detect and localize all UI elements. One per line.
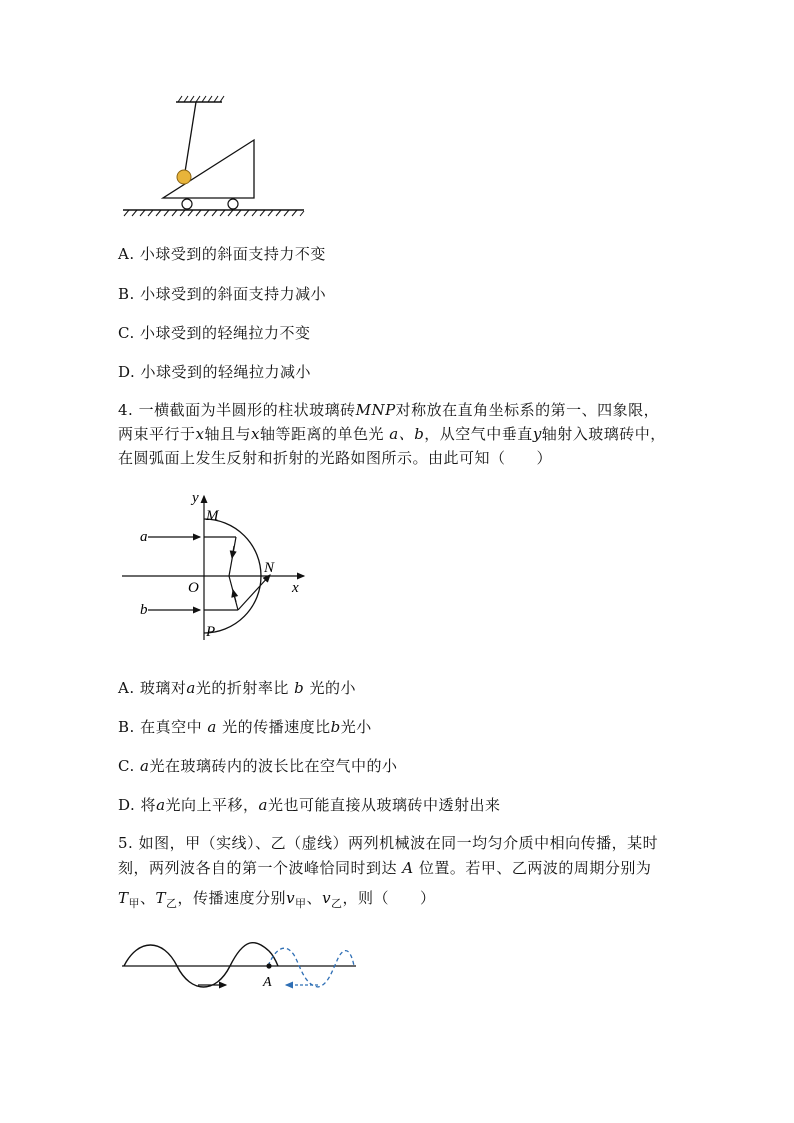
label-b: b [140,602,148,618]
ball [177,170,191,184]
q5-line-3: $T_甲$、$T_乙$，传播速度分别$v_甲$、$v_乙$，则（ ） [118,889,436,910]
q5-line-1: 5. 如图，甲（实线）、乙（虚线）两列机械波在同一均匀介质中相向传播，某时 [118,834,659,852]
q3-option-c: C. 小球受到的轻绳拉力不变 [118,324,311,342]
q4-line-2: 两束平行于x轴且与x轴等距离的单色光 a、b，从空气中垂直y轴射入玻璃砖中， [118,425,666,443]
glass-brick-figure [118,488,318,648]
q4-option-d: D. 将a光向上平移，a光也可能直接从玻璃砖中透射出来 [118,796,501,814]
label-x: x [292,580,299,596]
label-y: y [192,490,199,506]
label-m: M [206,508,219,524]
q3-option-a: A. 小球受到的斜面支持力不变 [118,245,326,263]
q4-line-1: 4. 一横截面为半圆形的柱状玻璃砖MNP对称放在直角坐标系的第一、四象限， [118,401,660,419]
incline-cart-figure [118,92,318,222]
q4-option-c: C. a光在玻璃砖内的波长比在空气中的小 [118,757,398,775]
label-a: a [140,529,148,545]
q4-option-b: B. 在真空中 a 光的传播速度比b光小 [118,718,372,736]
label-a-point: A [263,975,272,990]
point-a [266,963,271,968]
q3-option-b: B. 小球受到的斜面支持力减小 [118,285,327,303]
q3-option-d: D. 小球受到的轻绳拉力减小 [118,363,312,381]
label-p: P [206,624,216,640]
q4-option-a: A. 玻璃对a光的折射率比 b 光的小 [118,679,357,697]
q5-line-2: 刻，两列波各自的第一个波峰恰同时到达 A 位置。若甲、乙两波的周期分别为 [118,859,652,877]
label-o: O [188,580,199,596]
two-waves-figure [118,935,368,997]
q4-line-3: 在圆弧面上发生反射和折射的光路如图所示。由此可知（ ） [118,449,553,467]
label-n: N [264,560,275,576]
